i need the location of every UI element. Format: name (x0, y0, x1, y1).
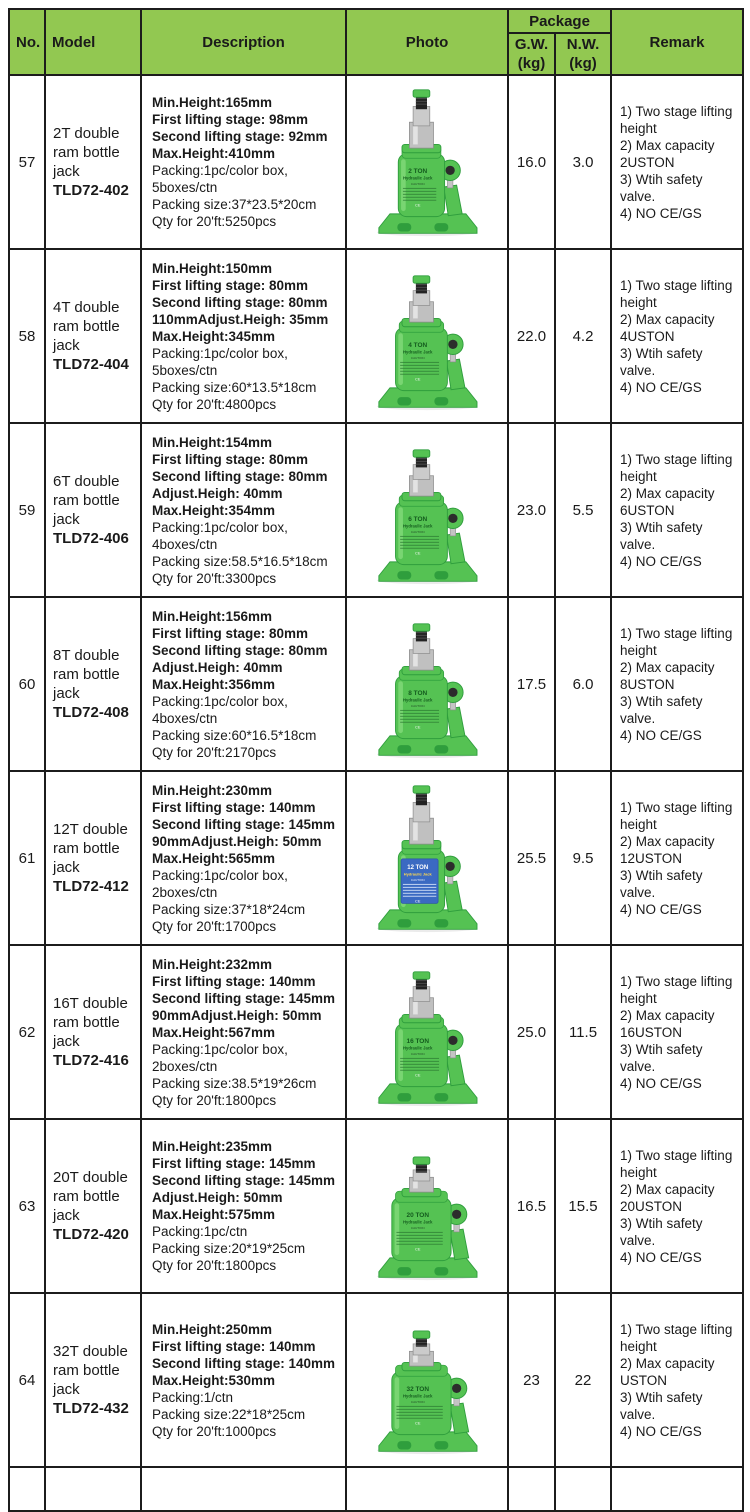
description-line: Min.Height:165mm (152, 95, 273, 110)
photo-cell (346, 75, 508, 249)
description-line: Packing:1pc/color box, 4boxes/ctn (152, 693, 288, 726)
header-gross-weight (508, 33, 555, 75)
remark-cell (611, 597, 743, 771)
remark-line: 2) Max capacity USTON (620, 1355, 715, 1388)
header-net-weight (555, 33, 611, 75)
bottle-jack-image (359, 609, 495, 759)
product-row (9, 597, 743, 771)
product-photo (348, 1131, 506, 1281)
model-description: 16T double ram bottle jack (53, 995, 128, 1050)
product-table (8, 8, 744, 1512)
empty-cell (141, 1467, 346, 1511)
svg-text:Hydraulic Jack: Hydraulic Jack (403, 523, 433, 529)
product-photo (348, 609, 506, 759)
net-weight-value: 3.0 (555, 75, 611, 249)
empty-cell (9, 1467, 45, 1511)
remark-line: 2) Max capacity 16USTON (620, 1007, 715, 1040)
description-line: Qty for 20'ft:1800pcs (152, 1258, 277, 1273)
empty-cell (45, 1467, 141, 1511)
remark-cell (611, 423, 743, 597)
description-line: First lifting stage: 80mm (152, 451, 309, 467)
net-weight-value: 5.5 (555, 423, 611, 597)
description-line: First lifting stage: 98mm (152, 112, 309, 127)
bottle-jack-image (359, 783, 495, 933)
partial-row (9, 1467, 743, 1511)
description-line: Second lifting stage: 145mm (152, 1173, 336, 1188)
description-line: Max.Height:565mm (152, 850, 276, 866)
description-line: Packing:1pc/color box, (152, 867, 288, 883)
description-line: Packing size:60*13.5*18cm (152, 379, 317, 395)
model-code: TLD72-402 (53, 182, 129, 199)
description-line: First lifting stage: 80mm (152, 625, 309, 641)
description-cell (141, 249, 346, 423)
model-description: 12T double ram bottle jack (53, 821, 128, 876)
remark-line: 4) NO CE/GS (620, 553, 702, 569)
photo-cell (346, 597, 508, 771)
svg-text:CE: CE (415, 1246, 421, 1252)
description-line: First lifting stage: 145mm (152, 1156, 316, 1171)
model-code: TLD72-408 (53, 704, 129, 721)
model-cell (45, 1293, 141, 1467)
description-line: Adjust.Heigh: 50mm (152, 1190, 283, 1205)
remark-cell (611, 1293, 743, 1467)
bottle-jack-image (359, 1305, 495, 1455)
remark-line: 3) Wtih safety valve. (620, 345, 703, 378)
svg-text:CE: CE (415, 550, 421, 556)
net-weight-value: 6.0 (555, 597, 611, 771)
description-line: Min.Height:235mm (152, 1139, 273, 1154)
net-weight-value: 4.2 (555, 249, 611, 423)
description-line: Min.Height:150mm (152, 260, 273, 276)
header-photo: Photo (346, 9, 508, 75)
nw-unit: (kg) (569, 55, 597, 72)
remark-line: 2) Max capacity 6USTON (620, 485, 715, 518)
photo-cell (346, 771, 508, 945)
photo-cell (346, 249, 508, 423)
description-line: First lifting stage: 140mm (152, 1338, 316, 1354)
product-row (9, 249, 743, 423)
model-cell (45, 945, 141, 1119)
product-row (9, 423, 743, 597)
description-line: Qty for 20'ft:1000pcs (152, 1423, 277, 1439)
svg-text:32 TON: 32 TON (406, 1386, 430, 1394)
description-line: Max.Height:345mm (152, 328, 276, 344)
row-number: 58 (9, 249, 45, 423)
row-number: 62 (9, 945, 45, 1119)
remark-line: 1) Two stage lifting height (620, 103, 733, 136)
svg-text:Hydraulic Jack: Hydraulic Jack (403, 1045, 433, 1051)
gross-weight-value: 16.0 (508, 75, 555, 249)
remark-line: 4) NO CE/GS (620, 1423, 702, 1439)
bottle-jack-image (359, 435, 495, 585)
remark-line: 4) NO CE/GS (620, 205, 702, 221)
description-cell (141, 1119, 346, 1293)
svg-text:20 TON: 20 TON (406, 1212, 430, 1220)
svg-text:CE: CE (415, 724, 421, 730)
remark-line: 2) Max capacity 12USTON (620, 833, 715, 866)
description-cell (141, 75, 346, 249)
remark-line: 1) Two stage lifting height (620, 277, 733, 310)
model-code: TLD72-412 (53, 878, 129, 895)
svg-text:CAUTION: CAUTION (410, 530, 425, 535)
description-line: Packing:1pc/color box, (152, 519, 288, 535)
nw-label: N.W. (566, 36, 600, 53)
description-line: Second lifting stage: 140mm (152, 1355, 336, 1371)
bottle-jack-image (359, 957, 495, 1107)
description-line: First lifting stage: 140mm (152, 973, 316, 989)
bottle-jack-image (359, 261, 495, 411)
description-line: Packing size:37*18*24cm (152, 901, 306, 917)
remark-cell (611, 945, 743, 1119)
svg-text:Hydraulic Jack: Hydraulic Jack (403, 349, 433, 355)
row-number: 64 (9, 1293, 45, 1467)
empty-cell (611, 1467, 743, 1511)
svg-text:CE: CE (415, 1420, 421, 1426)
description-line: Max.Height:410mm (152, 146, 276, 161)
description-line: Packing size:58.5*16.5*18cm (152, 553, 328, 569)
remark-line: 1) Two stage lifting height (620, 451, 733, 484)
model-description: 4T double ram bottle jack (53, 299, 120, 354)
model-cell (45, 597, 141, 771)
photo-cell (346, 945, 508, 1119)
bottle-jack-image (359, 1131, 495, 1281)
description-line: Qty for 20'ft:1700pcs (152, 918, 277, 934)
gross-weight-value: 16.5 (508, 1119, 555, 1293)
gw-label: G.W. (514, 36, 549, 53)
model-description: 32T double ram bottle jack (53, 1343, 128, 1398)
description-line: Max.Height:530mm (152, 1372, 276, 1388)
remark-line: 4) NO CE/GS (620, 1075, 702, 1091)
svg-text:CAUTION: CAUTION (410, 182, 425, 187)
svg-text:6 TON: 6 TON (408, 516, 428, 524)
description-line: Second lifting stage: 80mm (152, 642, 328, 658)
description-line: Max.Height:356mm (152, 676, 276, 692)
svg-text:8 TON: 8 TON (408, 690, 428, 698)
header-model: Model (45, 9, 141, 75)
product-photo (348, 957, 506, 1107)
description-line: Qty for 20'ft:5250pcs (152, 214, 277, 229)
remark-line: 4) NO CE/GS (620, 727, 702, 743)
svg-text:12 TON: 12 TON (407, 865, 429, 872)
header-package: Package (508, 9, 611, 33)
svg-text:CE: CE (415, 898, 421, 904)
product-photo (348, 783, 506, 933)
svg-text:CAUTION: CAUTION (410, 878, 425, 883)
svg-text:CAUTION: CAUTION (410, 1052, 425, 1057)
product-photo (348, 1305, 506, 1455)
net-weight-value: 15.5 (555, 1119, 611, 1293)
description-line: Max.Height:575mm (152, 1207, 276, 1222)
row-number: 61 (9, 771, 45, 945)
svg-text:Hydraulic Jack: Hydraulic Jack (403, 175, 433, 181)
description-cell (141, 771, 346, 945)
remark-cell (611, 75, 743, 249)
remark-line: 2) Max capacity 2USTON (620, 137, 715, 170)
description-line: Second lifting stage: 80mm (152, 468, 328, 484)
description-line: First lifting stage: 140mm (152, 799, 316, 815)
description-line: Qty for 20'ft:4800pcs (152, 396, 277, 412)
svg-text:CE: CE (415, 1072, 421, 1078)
model-description: 20T double ram bottle jack (53, 1169, 128, 1224)
description-line: Min.Height:250mm (152, 1321, 273, 1337)
row-number: 59 (9, 423, 45, 597)
model-code: TLD72-416 (53, 1052, 129, 1069)
gross-weight-value: 22.0 (508, 249, 555, 423)
description-line: 2boxes/ctn (152, 884, 218, 900)
description-line: Max.Height:567mm (152, 1024, 276, 1040)
bottle-jack-image (359, 87, 495, 237)
product-row (9, 75, 743, 249)
remark-line: 4) NO CE/GS (620, 901, 702, 917)
description-line: Min.Height:230mm (152, 782, 273, 798)
empty-cell (555, 1467, 611, 1511)
model-description: 2T double ram bottle jack (53, 125, 120, 180)
gross-weight-value: 25.0 (508, 945, 555, 1119)
remark-line: 1) Two stage lifting height (620, 1147, 733, 1180)
remark-line: 2) Max capacity 8USTON (620, 659, 715, 692)
net-weight-value: 11.5 (555, 945, 611, 1119)
remark-cell (611, 1119, 743, 1293)
remark-line: 3) Wtih safety valve. (620, 1215, 703, 1248)
description-line: 90mmAdjust.Heigh: 50mm (152, 1007, 322, 1023)
remark-cell (611, 249, 743, 423)
description-line: 110mmAdjust.Heigh: 35mm (152, 311, 329, 327)
description-line: Packing size:20*19*25cm (152, 1241, 306, 1256)
remark-cell (611, 771, 743, 945)
product-row (9, 1119, 743, 1293)
description-line: Packing:1/ctn (152, 1389, 234, 1405)
svg-text:CE: CE (415, 376, 421, 382)
photo-cell (346, 1119, 508, 1293)
description-cell (141, 597, 346, 771)
description-line: Packing:1pc/color box, 5boxes/ctn (152, 345, 288, 378)
description-line: Second lifting stage: 145mm (152, 816, 336, 832)
description-line: Min.Height:232mm (152, 956, 273, 972)
description-line: Packing:1pc/color box, (152, 1041, 288, 1057)
remark-line: 1) Two stage lifting height (620, 625, 733, 658)
svg-text:Hydraulic Jack: Hydraulic Jack (403, 1393, 433, 1399)
remark-line: 3) Wtih safety valve. (620, 1041, 703, 1074)
description-cell (141, 423, 346, 597)
net-weight-value: 22 (555, 1293, 611, 1467)
photo-cell (346, 423, 508, 597)
model-cell (45, 771, 141, 945)
description-cell (141, 1293, 346, 1467)
gross-weight-value: 23.0 (508, 423, 555, 597)
description-line: Packing size:22*18*25cm (152, 1406, 306, 1422)
header-description: Description (141, 9, 346, 75)
empty-cell (346, 1467, 508, 1511)
svg-text:16 TON: 16 TON (406, 1038, 430, 1046)
svg-text:2 TON: 2 TON (408, 168, 428, 176)
description-line: Packing:1pc/color box, 5boxes/ctn (152, 163, 288, 195)
svg-text:CE: CE (415, 202, 421, 208)
empty-cell (508, 1467, 555, 1511)
description-line: Adjust.Heigh: 40mm (152, 659, 283, 675)
model-code: TLD72-404 (53, 356, 129, 373)
product-photo (348, 87, 506, 237)
remark-line: 4) NO CE/GS (620, 1249, 702, 1265)
description-line: Qty for 20'ft:3300pcs (152, 570, 277, 586)
table-body (9, 75, 743, 1467)
description-line: Min.Height:156mm (152, 608, 273, 624)
svg-text:Hydraulic Jack: Hydraulic Jack (403, 697, 433, 703)
remark-line: 3) Wtih safety valve. (620, 519, 703, 552)
description-line: Second lifting stage: 145mm (152, 990, 336, 1006)
product-row (9, 945, 743, 1119)
partial-next-row (9, 1467, 743, 1511)
description-line: Adjust.Heigh: 40mm (152, 485, 283, 501)
net-weight-value: 9.5 (555, 771, 611, 945)
description-line: Qty for 20'ft:2170pcs (152, 744, 277, 760)
description-line: 4boxes/ctn (152, 536, 218, 552)
description-line: Second lifting stage: 80mm (152, 294, 328, 310)
header-remark: Remark (611, 9, 743, 75)
photo-cell (346, 1293, 508, 1467)
remark-line: 3) Wtih safety valve. (620, 1389, 703, 1422)
gross-weight-value: 25.5 (508, 771, 555, 945)
table-header (9, 9, 743, 75)
model-cell (45, 249, 141, 423)
svg-text:CAUTION: CAUTION (410, 1226, 425, 1231)
description-line: 2boxes/ctn (152, 1058, 218, 1074)
description-line: Qty for 20'ft:1800pcs (152, 1092, 277, 1108)
description-line: 90mmAdjust.Heigh: 50mm (152, 833, 322, 849)
product-row (9, 1293, 743, 1467)
model-cell (45, 1119, 141, 1293)
remark-line: 3) Wtih safety valve. (620, 693, 703, 726)
description-line: Packing:1pc/ctn (152, 1224, 248, 1239)
remark-line: 1) Two stage lifting height (620, 973, 733, 1006)
model-code: TLD72-406 (53, 530, 129, 547)
description-cell (141, 945, 346, 1119)
product-photo (348, 261, 506, 411)
remark-line: 3) Wtih safety valve. (620, 171, 703, 204)
remark-line: 2) Max capacity 20USTON (620, 1181, 715, 1214)
svg-text:Hydraulic Jack: Hydraulic Jack (403, 1219, 433, 1225)
remark-line: 3) Wtih safety valve. (620, 867, 703, 900)
remark-line: 2) Max capacity 4USTON (620, 311, 715, 344)
remark-line: 1) Two stage lifting height (620, 799, 733, 832)
product-photo (348, 435, 506, 585)
model-code: TLD72-420 (53, 1226, 129, 1243)
model-description: 6T double ram bottle jack (53, 473, 120, 528)
gross-weight-value: 23 (508, 1293, 555, 1467)
remark-line: 1) Two stage lifting height (620, 1321, 733, 1354)
model-description: 8T double ram bottle jack (53, 647, 120, 702)
svg-text:CAUTION: CAUTION (410, 1400, 425, 1405)
svg-text:CAUTION: CAUTION (410, 704, 425, 709)
product-row (9, 771, 743, 945)
description-line: Min.Height:154mm (152, 434, 273, 450)
gross-weight-value: 17.5 (508, 597, 555, 771)
row-number: 63 (9, 1119, 45, 1293)
row-number: 57 (9, 75, 45, 249)
header-no: No. (9, 9, 45, 75)
model-cell (45, 423, 141, 597)
model-cell (45, 75, 141, 249)
description-line: Max.Height:354mm (152, 502, 276, 518)
svg-text:Hydraulic Jack: Hydraulic Jack (403, 871, 432, 877)
svg-text:4 TON: 4 TON (408, 342, 428, 350)
svg-text:CAUTION: CAUTION (410, 356, 425, 361)
description-line: First lifting stage: 80mm (152, 277, 309, 293)
description-line: Packing size:38.5*19*26cm (152, 1075, 317, 1091)
model-code: TLD72-432 (53, 1400, 129, 1417)
description-line: Second lifting stage: 92mm (152, 129, 328, 144)
row-number: 60 (9, 597, 45, 771)
gw-unit: (kg) (517, 55, 546, 72)
remark-line: 4) NO CE/GS (620, 379, 702, 395)
description-line: Packing size:37*23.5*20cm (152, 197, 317, 212)
description-line: Packing size:60*16.5*18cm (152, 727, 317, 743)
